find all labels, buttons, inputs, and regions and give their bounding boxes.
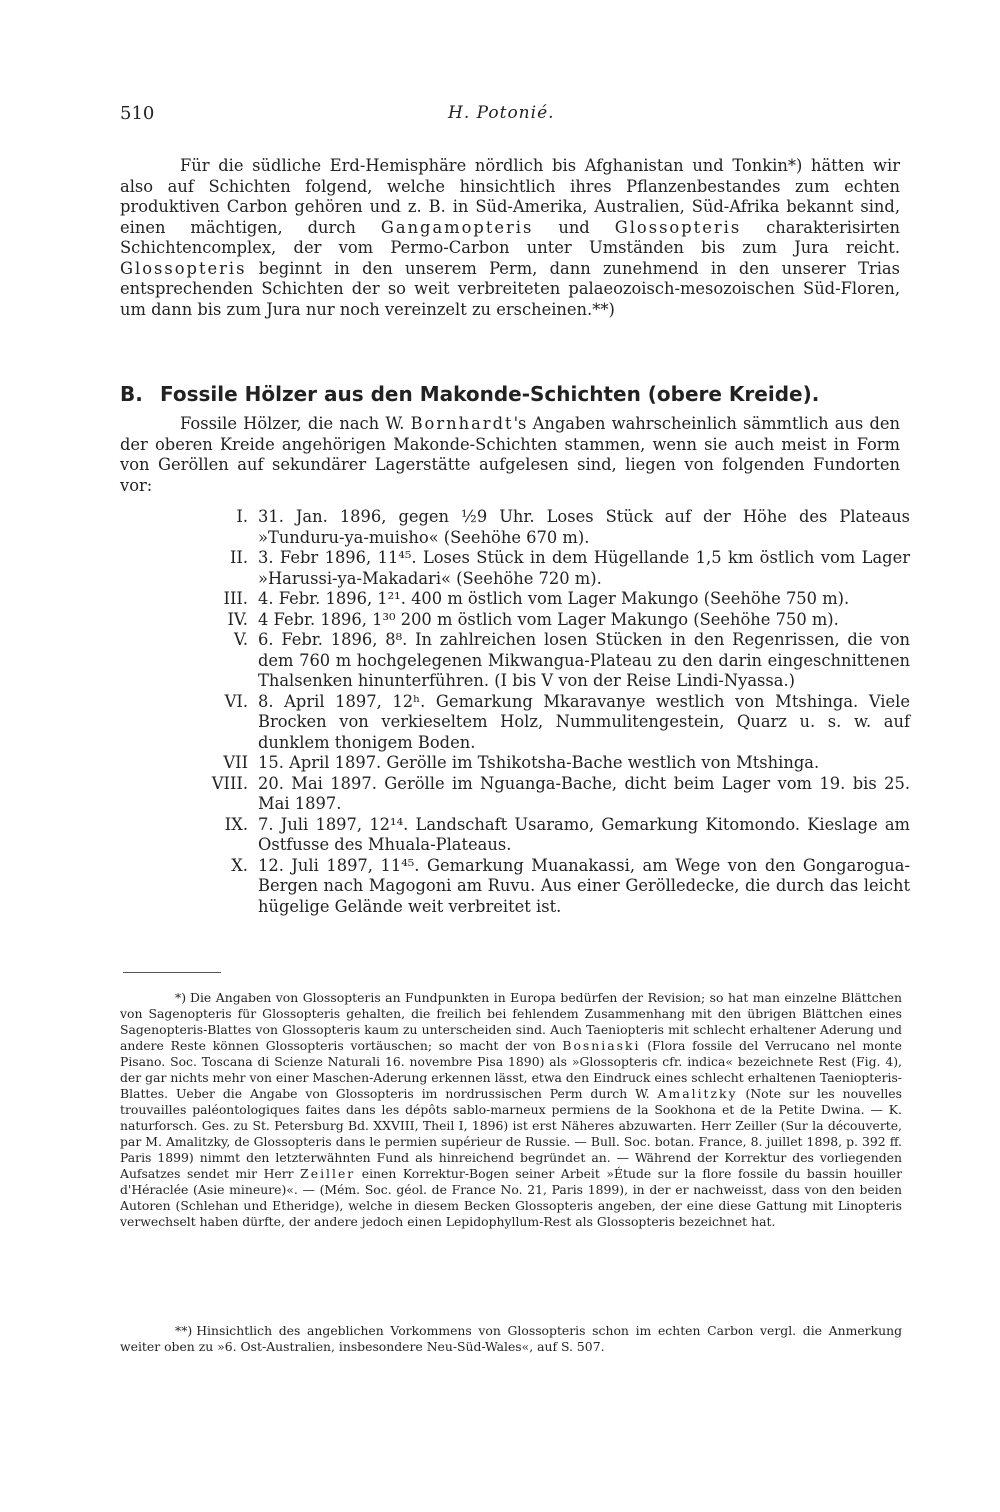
footnote-marker: **)	[175, 1323, 193, 1338]
list-item	[120, 856, 910, 918]
person-name: Bosniaski	[562, 1038, 641, 1053]
item-text: 12. Juli 1897, 11⁴⁵. Gemarkung Muanakassi, am Wege von den Gongarogua-Bergen nach Magogoni am Ruvu. Aus einer Gerölledecke, die durch das leicht hügelige Gelände weit verbreitet ist.	[258, 855, 910, 916]
item-number: VI.	[224, 691, 248, 711]
footnote-text: Hinsichtlich des angeblichen Vorkommens von Glossopteris schon im echten Carbon vergl. die Anmerkung weiter oben zu »6. Ost-Australien, insbesondere Neu-Süd-Wales«, auf S. 507.	[120, 1323, 902, 1354]
item-text: 7. Juli 1897, 12¹⁴. Landschaft Usaramo, Gemarkung Kitomondo. Kieslage am Ostfusse des Mhuala-Plateaus.	[258, 814, 910, 854]
page-number: 510	[120, 103, 155, 124]
list-item	[120, 548, 910, 589]
footnote-text: (Flora fossile del Verrucano nel monte Pisano. Soc. Toscana di Scienze Naturali 16. novembre Pisa 1890) als »Glossopteris cfr. indica« bezeichnete Rest (Fig. 4), der gar nichts mehr von einer Maschen-Aderung erkennen lässt, etwa den Eindruck eines schlecht erhaltenen Taeniopteris-Blattes. Ueber die Angabe von Glossopteris im nordrussischen Perm durch W.	[120, 1038, 902, 1101]
person-name: Zeiller	[300, 1166, 356, 1181]
running-head: H. Potonié.	[448, 103, 555, 123]
item-text: 31. Jan. 1896, gegen ½9 Uhr. Loses Stück auf der Höhe des Plateaus »Tunduru-ya-muisho« (Seehöhe 670 m).	[258, 507, 910, 547]
list-item	[120, 589, 910, 610]
item-number: X.	[231, 855, 248, 875]
list-item	[120, 630, 910, 692]
paragraph-text: Für die südliche Erd-Hemisphäre nördlich bis Afghanistan und Tonkin*) hätten wir also auf Schichten folgend, welche hinsichtlich ihres Pflanzenbestandes zum echten produktiven Carbon gehören und z. B. in Süd-Amerika, Australien, Süd-Afrika bekannt sind, einen mächtigen, durch	[120, 156, 900, 237]
paragraph-text: und	[533, 217, 615, 237]
item-number: I.	[236, 507, 248, 526]
footnote-marker: *)	[175, 990, 187, 1005]
item-number: IX.	[224, 814, 248, 834]
item-number: VII	[223, 753, 248, 772]
genus-name: Glossopteris	[614, 217, 742, 237]
footnote-1	[120, 990, 902, 1230]
paragraph-text: 's Angaben wahrscheinlich sämmtlich aus den der oberen Kreide angehörigen Makonde-Schichten stammen, wenn sie auch meist in Form von Geröllen auf sekundärer Lagerstätte aufgelesen sind, liegen von folgenden Fundorten vor:	[120, 414, 901, 495]
person-name: Amalitzky	[657, 1086, 738, 1101]
paragraph-fossil-woods-intro	[120, 414, 900, 496]
footnote-2	[120, 1323, 902, 1355]
page-header	[120, 103, 880, 133]
item-text: 15. April 1897. Gerölle im Tshikotsha-Bache westlich von Mtshinga.	[258, 753, 820, 772]
item-text: 4. Febr. 1896, 1²¹. 400 m östlich vom Lager Makungo (Seehöhe 750 m).	[258, 589, 850, 608]
footnote-text: einen Korrektur-Bogen seiner Arbeit »Étude sur la flore fossile du bassin houiller d'Héraclée (Asie mineure)«. — (Mém. Soc. géol. de France No. 21, Paris 1899), in der er nachweisst, dass von den beiden Autoren (Schlehan und Etheridge), welche in diesem Becken Glossopteris angeben, der eine diese Gattung mit Linopteris verwechselt haben dürfte, der andere jedoch einen Lepidophyllum-Rest als Glossopteris bezeichnet hat.	[120, 1166, 903, 1229]
item-number: VIII.	[211, 773, 248, 793]
list-item	[120, 610, 910, 631]
genus-name: Glossopteris	[120, 258, 247, 278]
item-text: 3. Febr 1896, 11⁴⁵. Loses Stück in dem Hügellande 1,5 km östlich vom Lager »Harussi-ya-Makadari« (Seehöhe 720 m).	[258, 548, 910, 588]
list-item	[120, 507, 910, 548]
list-item	[120, 774, 910, 815]
genus-name: Gangamopteris	[380, 217, 534, 237]
paragraph-text: charakterisirten Schichtencomplex, der vom Permo-Carbon unter Umständen bis zum Jura reicht.	[120, 217, 900, 257]
item-text: 6. Febr. 1896, 8⁸. In zahlreichen losen Stücken in den Regenrissen, die von dem 760 m hochgelegenen Mikwangua-Plateau zu den darin eingeschnittenen Thalsenken hinunterführen. (I bis V von der Reise Lindi-Nyassa.)	[258, 630, 910, 690]
footnote-text: (Note sur les nouvelles trouvailles paléontologiques faites dans les dépôts sablo-marneux permiens de la Sookhona et de la Petite Dwina. — K. naturforsch. Ges. zu St. Petersburg Bd. XXVIII, Theil I, 1896) ist erst Näheres abzuwarten. Herr Zeiller (Sur la découverte, par M. Amalitzky, de Glossopteris dans le permien supérieur de Russie. — Bull. Soc. botan. France, 8. juillet 1898, p. 392 ff. Paris 1899) nimmt den letzterwähnten Fund als hinreichend begründet an. — Während der Korrektur des vorliegenden Aufsatzes sendet mir Herr	[120, 1086, 902, 1181]
paragraph-text: beginnt in den unserem Perm, dann zunehmend in den unserer Trias entsprechenden Schichten der so weit verbreiteten palaeozoisch-mesozoischen Süd-Floren, um dann bis zum Jura nur noch vereinzelt zu erscheinen.**)	[120, 258, 900, 319]
item-text: 20. Mai 1897. Gerölle im Nguanga-Bache, dicht beim Lager vom 19. bis 25. Mai 1897.	[258, 773, 910, 813]
list-item	[120, 692, 910, 754]
list-item	[120, 815, 910, 856]
findspot-list	[120, 507, 910, 917]
item-number: II.	[229, 548, 248, 567]
item-text: 8. April 1897, 12ʰ. Gemarkung Mkaravanye westlich von Mtshinga. Viele Brocken von verkieseltem Holz, Nummulitengestein, Quarz u. s. w. auf dunklem thonigem Boden.	[258, 691, 910, 752]
footnote-divider	[123, 972, 221, 973]
paragraph-text: Fossile Hölzer, die nach W.	[180, 414, 411, 433]
item-number: III.	[223, 589, 248, 608]
item-number: IV.	[227, 609, 248, 629]
section-letter: B.	[120, 382, 143, 406]
item-text: 4 Febr. 1896, 1³⁰ 200 m östlich vom Lager Makungo (Seehöhe 750 m).	[258, 609, 839, 629]
person-name: Bornhardt	[410, 414, 514, 433]
list-item	[120, 753, 910, 774]
footnote-text: Die Angaben von Glossopteris an Fundpunkten in Europa bedürfen der Revision; so hat man einzelne Blättchen von Sagenopteris für Glossopteris gehalten, die freilich bei fehlendem Zusammenhang mit den übrigen Blättchen eines Sagenopteris-Blattes von Glossopteris kaum zu unterscheiden sind. Auch Taeniopteris mit schlecht erhaltener Aderung und andere Reste können Glossopteris vortäuschen; so macht der von	[120, 990, 902, 1053]
item-number: V.	[233, 630, 248, 649]
section-heading	[120, 382, 910, 406]
paragraph-glossopteris-summary	[120, 156, 900, 320]
section-title: Fossile Hölzer aus den Makonde-Schichten (obere Kreide).	[160, 382, 820, 406]
